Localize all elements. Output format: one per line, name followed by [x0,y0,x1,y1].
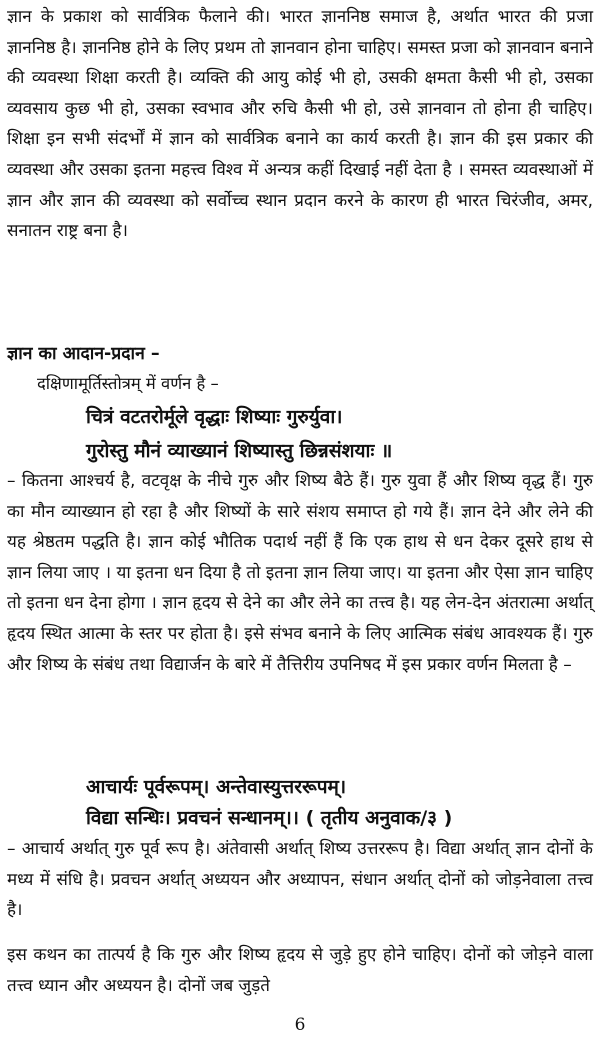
verse-introduction: दक्षिणामूर्तिस्तोत्रम् में वर्णन है – [37,374,219,393]
verse-1-line-2: गुरोस्तु मौनं व्याख्यानं शिष्यास्तु छिन्नसंशयाः ॥ [86,440,393,462]
paragraph-conclusion: इस कथन का तात्पर्य है कि गुरु और शिष्य हृदय से जुड़े हुए होने चाहिए। दोनों को जोड़ने वाला तत्त्व ध्यान और अध्ययन है। दोनों जब जुड़ते [7,945,593,996]
verse-1-line-1: चित्रं वटतरोर्मूले वृद्धाः शिष्याः गुरुर्युवा। [86,406,343,428]
paragraph-knowledge-society: ज्ञान के प्रकाश को सार्वत्रिक फैलाने की। भारत ज्ञाननिष्ठ समाज है, अर्थात भारत की प्रजा ज्ञाननिष्ठ है। ज्ञाननिष्ठ होने के लिए प्रथम तो ज्ञानवान होना चाहिए। समस्त प्रजा को ज्ञानवान बनाने की व्यवस्था शिक्षा करती है। व्यक्ति की आयु कोई भी हो, उसकी क्षमता कैसी भी हो, उसका व्यवसाय कुछ भी हो, उसका स्वभाव और रुचि कैसी भी हो, उसे ज्ञानवान तो होना ही चाहिए। शिक्षा इन सभी संदर्भों में ज्ञान को सार्वत्रिक बनाने का कार्य करती है। ज्ञान की इस प्रकार की व्यवस्था और उसका इतना महत्त्व विश्व में अन्यत्र कहीं दिखाई नहीं देता है । समस्त व्यवस्थाओं में ज्ञान और ज्ञान की व्यवस्था को सर्वोच्च स्थान प्रदान करने के कारण ही भारत चिरंजीव, अमर, सनातन राष्ट्र बना है। [7,7,593,242]
paragraph-guru-shishya: – कितना आश्चर्य है, वटवृक्ष के नीचे गुरु और शिष्य बैठे हैं। गुरु युवा हैं और शिष्य वृद्ध हैं। गुरु का मौन व्याख्यान हो रहा है और शिष्यों के सारे संशय समाप्त हो गये हैं। ज्ञान देने और लेने की यह श्रेष्ठतम पद्धति है। ज्ञान कोई भौतिक पदार्थ नहीं हैं कि एक हाथ से धन देकर दूसरे हाथ से ज्ञान लिया जाए । या इतना धन दिया है तो इतना ज्ञान लिया जाए। या इतना और ऐसा ज्ञान चाहिए तो इतना धन देना होगा । ज्ञान हृदय से देने का और लेने का तत्त्व है। यह लेन-देन अंतरात्मा अर्थात् हृदय स्थित आत्मा के स्तर पर होता है। इसे संभव बनाने के लिए आत्मिक संबंध आवश्यक हैं। गुरु और शिष्य के संबंध तथा विद्यार्जन के बारे में तैत्तिरीय उपनिषद में इस प्रकार वर्णन मिलता है – [7,471,593,675]
paragraph-acharya-explanation: – आचार्य अर्थात् गुरु पूर्व रूप है। अंतेवासी अर्थात् शिष्य उत्तररूप है। विद्या अर्थात् ज्ञान दोनों के मध्य में संधि है। प्रवचन अर्थात् अध्ययन और अध्यापन, संधान अर्थात् दोनों को जोड़नेवाला तत्त्व है। [7,839,593,921]
section-heading: ज्ञान का आदान-प्रदान – [7,344,160,364]
verse-2-line-2: विद्या सन्धिः। प्रवचनं सन्धानम्।। ( तृतीय अनुवाक/३ ) [86,807,453,829]
verse-2-line-1: आचार्यः पूर्वरूपम्। अन्तेवास्युत्तररूपम्। [86,776,347,798]
page-number: 6 [294,1015,306,1035]
